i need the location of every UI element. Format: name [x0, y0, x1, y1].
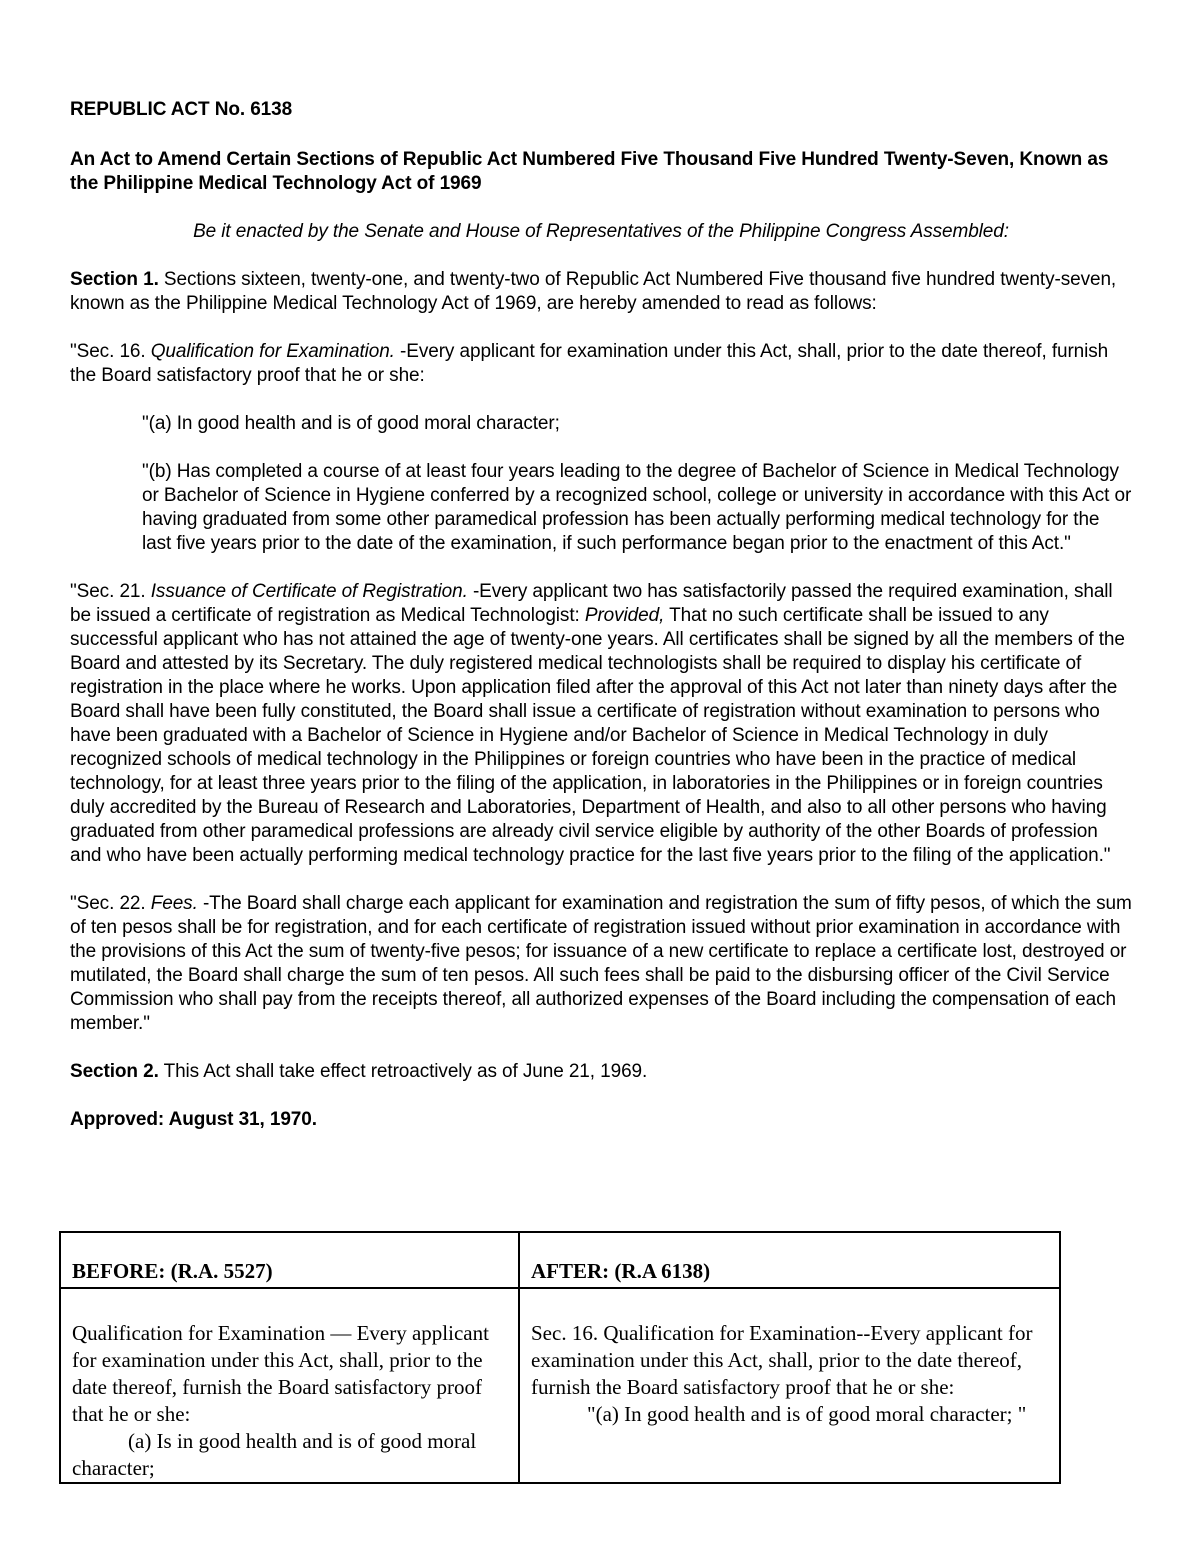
act-subtitle: An Act to Amend Certain Sections of Republic Act Numbered Five Thousand Five Hundred Twenty-Seven, Known as the Philippine Medical Technology Act of 1969 [70, 149, 1109, 194]
document-body [70, 98, 1132, 1132]
comparison-header-row [60, 1232, 1060, 1288]
sec-21-heading: Issuance of Certificate of Registration. [150, 581, 468, 602]
before-header-cell [60, 1232, 519, 1288]
after-header: AFTER: (R.A 6138) [531, 1259, 711, 1283]
sec-16-heading: Qualification for Examination. [150, 341, 395, 362]
sec-16-item-b: "(b) Has completed a course of at least four years leading to the degree of Bachelor of Science in Medical Technology or Bachelor of Science in Hygiene conferred by a recognized school, college or university in accordance with this Act or having graduated from some other paramedical profession has been actually performing medical technology for the last five years prior to the date of the examination, if such performance began prior to the enactment of this Act." [142, 461, 1132, 554]
before-text: Qualification for Examination — Every applicant for examination under this Act, shall, prior to the date thereof, furnish the Board satisfactory proof that he or she: [72, 1321, 489, 1426]
sec-22-heading: Fees. [150, 893, 198, 914]
before-cell [60, 1288, 519, 1483]
sec-21-prefix: "Sec. 21. [70, 581, 151, 602]
sec-16-item-a: "(a) In good health and is of good moral character; [142, 413, 560, 434]
sec-16-prefix: "Sec. 16. [70, 341, 151, 362]
after-cell [519, 1288, 1060, 1483]
comparison-content-row [60, 1288, 1060, 1483]
sec-16-text: -Every applicant for examination under this Act, shall, prior to the date thereof, furnish the Board satisfactory proof that he or she: [70, 341, 1109, 386]
sec-21-text-2: That no such certificate shall be issued to any successful applicant who has not attained the age of twenty-one years. All certificates shall be signed by all the members of the Board and attested by its Secretary. The duly registered medical technologists shall be required to display his certificate of registration in the place where he works. Upon application filed after the approval of this Act not later than ninety days after the Board shall have been fully constituted, the Board shall issue a certificate of registration without examination to persons who have been graduated with a Bachelor of Science in Hygiene and/or Bachelor of Science in Medical Technology in duly recognized schools of medical technology in the Philippines or foreign countries who have been in the practice of medical technology, for at least three years prior to the filing of the application, in laboratories in the Philippines or in foreign countries duly accredited by the Bureau of Research and Laboratories, Department of Health, and also to all other persons who having graduated from other paramedical professions are already civil service eligible by authority of the other Boards of profession and who have been actually performing medical technology practice for the last five years prior to the filing of the application." [70, 605, 1125, 866]
sec-22 [70, 892, 1132, 1036]
enacting-clause: Be it enacted by the Senate and House of Representatives of the Philippine Congress Assembled: [193, 221, 1009, 242]
act-title: REPUBLIC ACT No. 6138 [70, 99, 293, 120]
sec-22-text: -The Board shall charge each applicant for examination and registration the sum of fifty pesos, of which the sum of ten pesos shall be for registration, and for each certificate of registration issued without prior examination in accordance with the provisions of this Act the sum of twenty-five pesos; for issuance of a new certificate to replace a certificate lost, destroyed or mutilated, the Board shall charge the sum of ten pesos. All such fees shall be paid to the disbursing officer of the Civil Service Commission who shall pay from the receipts thereof, all authorized expenses of the Board including the compensation of each member." [70, 893, 1132, 1034]
comparison-table [59, 1231, 1061, 1484]
sec-21 [70, 580, 1132, 868]
after-text: Sec. 16. Qualification for Examination--Every applicant for examination under this Act, shall, prior to the date thereof, furnish the Board satisfactory proof that he or she: [531, 1321, 1033, 1399]
section-2-label: Section 2. [70, 1061, 159, 1082]
before-item: (a) Is in good health and is of good moral character; [72, 1429, 477, 1480]
after-header-cell [519, 1232, 1060, 1288]
after-item: "(a) In good health and is of good moral character; " [587, 1402, 1027, 1426]
sec-22-prefix: "Sec. 22. [70, 893, 151, 914]
sec-21-text-1: -Every applicant two has satisfactorily passed the required examination, shall be issued a certificate of registration as Medical Technologist: [70, 581, 1113, 626]
section-2-text: This Act shall take effect retroactively as of June 21, 1969. [158, 1061, 648, 1082]
section-1-label: Section 1. [70, 269, 159, 290]
sec-21-provided: Provided, [584, 605, 665, 626]
section-1-text: Sections sixteen, twenty-one, and twenty-two of Republic Act Numbered Five thousand five hundred twenty-seven, known as the Philippine Medical Technology Act of 1969, are hereby amended to read as follows: [70, 269, 1117, 314]
before-header: BEFORE: (R.A. 5527) [72, 1259, 273, 1283]
section-1 [70, 268, 1132, 316]
approved-date: Approved: August 31, 1970. [70, 1109, 317, 1130]
section-2 [70, 1060, 1132, 1084]
sec-16 [70, 340, 1132, 388]
